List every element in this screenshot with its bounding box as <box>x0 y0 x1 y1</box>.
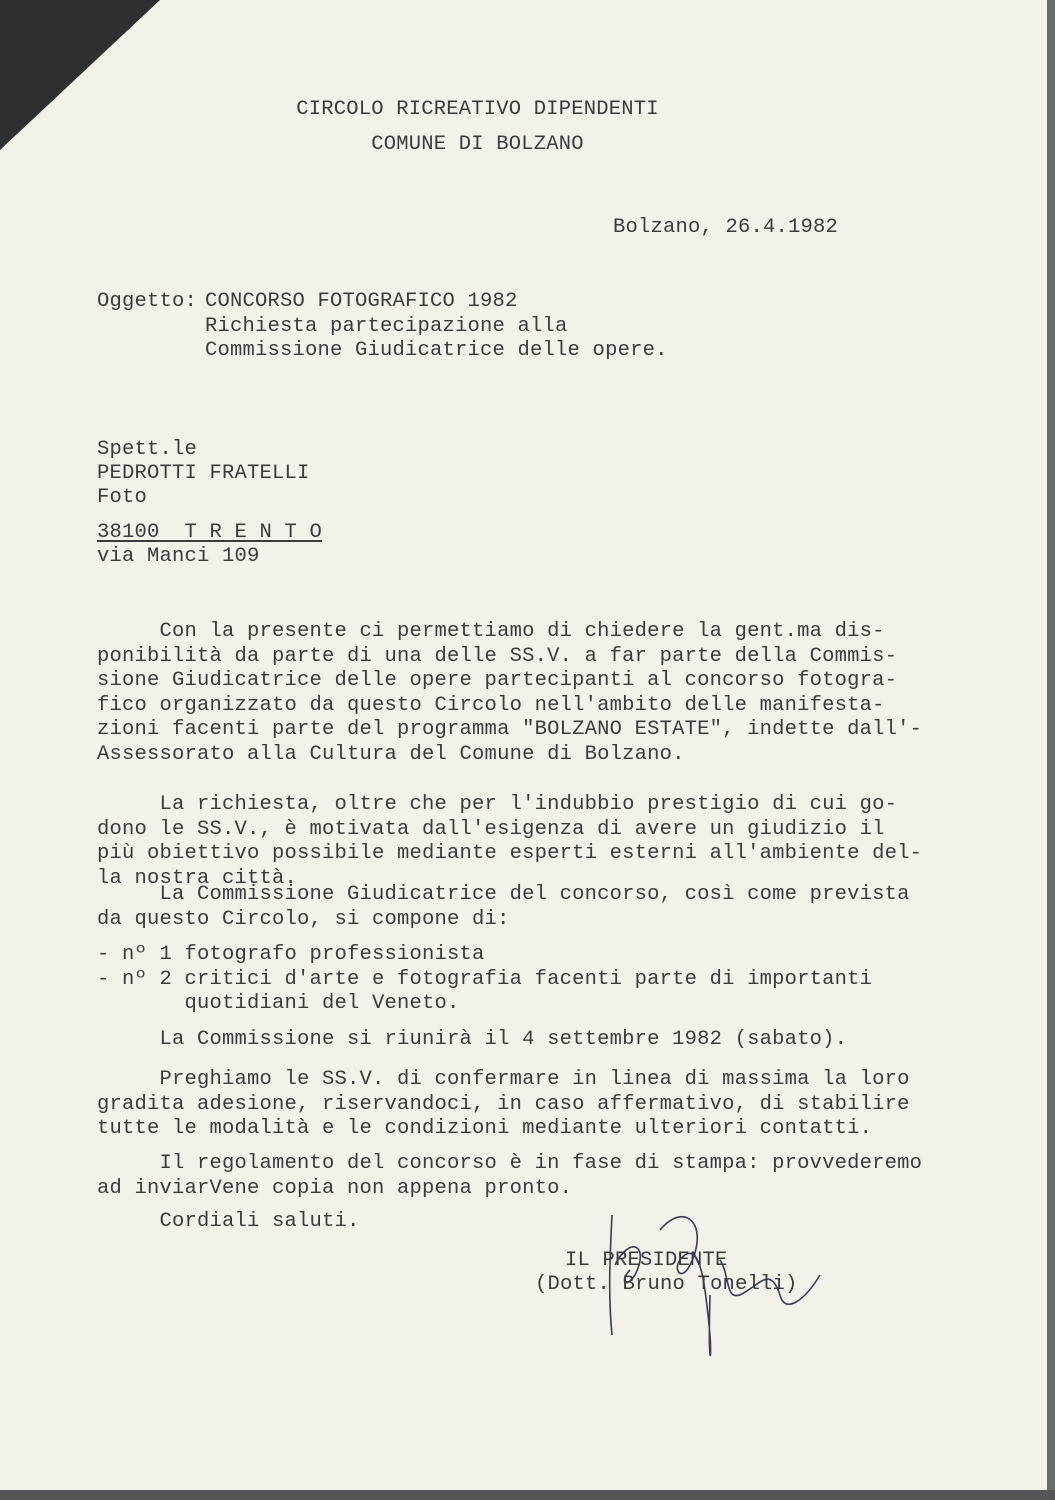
body-line: La Commissione Giudicatrice del concorso, così come prevista <box>97 883 910 906</box>
letterhead-line1: CIRCOLO RICREATIVO DIPENDENTI <box>296 98 659 121</box>
subject-label: Oggetto: <box>97 290 198 313</box>
recipient-postcode <box>97 521 322 546</box>
letterhead-line2: COMUNE DI BOLZANO <box>371 133 584 156</box>
signature-title: IL PRESIDENTE <box>565 1249 728 1272</box>
body-line: Il regolamento del concorso è in fase di stampa: provvederemo <box>97 1152 923 1175</box>
body-line: zioni facenti parte del programma "BOLZANO ESTATE", indette dall'- <box>97 718 923 742</box>
body-line: ad inviarVene copia non appena pronto. <box>97 1176 573 1200</box>
subject-line: Richiesta partecipazione alla <box>205 315 568 338</box>
body-line: fico organizzato da questo Circolo nell'ambito delle manifesta- <box>97 693 885 717</box>
letter-date: Bolzano, 26.4.1982 <box>613 216 839 239</box>
body-line: La Commissione si riunirà il 4 settembre 1982 (sabato). <box>97 1028 848 1051</box>
body-line: tutte le modalità e le condizioni mediante ulteriori contatti. <box>97 1117 873 1141</box>
recipient-line: Foto <box>97 486 148 509</box>
body-line: sione Giudicatrice delle opere partecipanti al concorso fotogra- <box>97 669 898 693</box>
city: T R E N T O <box>184 521 323 544</box>
handwritten-signature <box>590 1205 830 1375</box>
folded-corner <box>0 0 160 150</box>
recipient-salutation: Spett.le <box>97 438 198 461</box>
body-line: Assessorato alla Cultura del Comune di Bolzano. <box>97 743 685 766</box>
body-line: Preghiamo le SS.V. di confermare in linea di massima la loro <box>97 1068 910 1091</box>
body-line: Cordiali saluti. <box>97 1210 360 1233</box>
body-line: La richiesta, oltre che per l'indubbio prestigio di cui go- <box>97 793 898 816</box>
body-line: più obiettivo possibile mediante esperti esterni all'ambiente del- <box>97 842 923 866</box>
recipient-name: PEDROTTI FRATELLI <box>97 462 310 485</box>
list-item: quotidiani del Veneto. <box>97 992 460 1016</box>
signature-name: (Dott. Bruno Tonelli) <box>535 1273 798 1296</box>
postcode: 38100 <box>97 521 160 544</box>
body-line: Con la presente ci permettiamo di chiedere la gent.ma dis- <box>97 620 885 643</box>
subject-line: CONCORSO FOTOGRAFICO 1982 <box>205 290 518 313</box>
subject-line: Commissione Giudicatrice delle opere. <box>205 339 668 362</box>
recipient-street: via Manci 109 <box>97 545 260 568</box>
body-line: da questo Circolo, si compone di: <box>97 907 510 931</box>
body-line: ponibilità da parte di una delle SS.V. a far parte della Commis- <box>97 644 898 668</box>
body-line: la nostra città. <box>97 866 298 890</box>
body-line: gradita adesione, riservandoci, in caso affermativo, di stabilire <box>97 1092 910 1116</box>
scan-edge <box>0 1490 1055 1500</box>
body-line: dono le SS.V., è motivata dall'esigenza di avere un giudizio il <box>97 817 885 841</box>
scan-edge <box>1047 0 1055 1500</box>
list-item: - nº 2 critici d'arte e fotografia facenti parte di importanti <box>97 967 873 991</box>
list-item: - nº 1 fotografo professionista <box>97 943 485 966</box>
